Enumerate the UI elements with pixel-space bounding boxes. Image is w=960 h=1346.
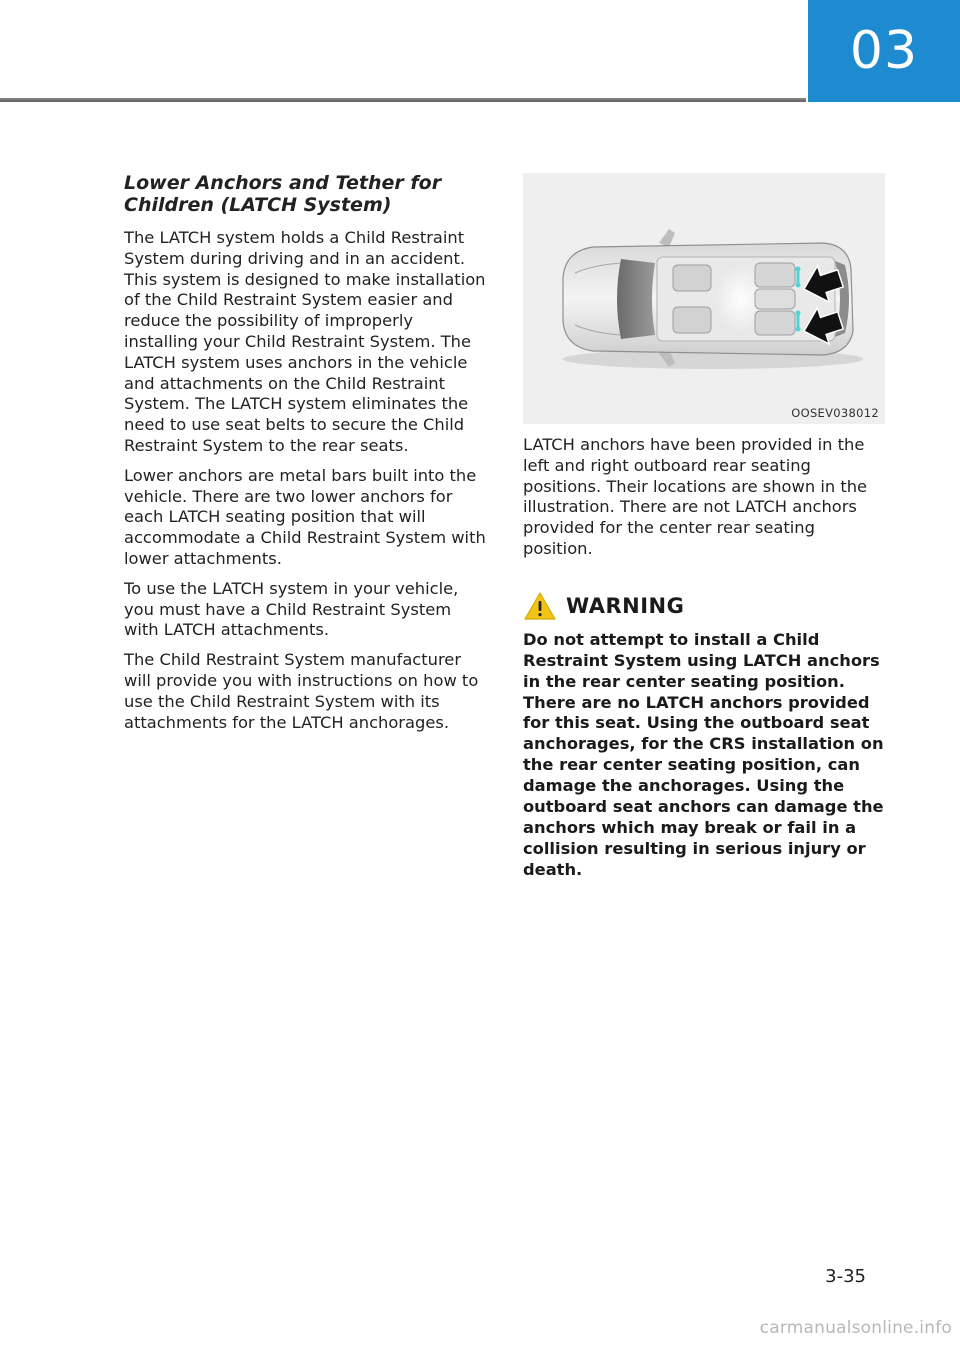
- warning-triangle-icon: [523, 591, 557, 621]
- rear-seat-center: [755, 289, 795, 309]
- front-seat: [673, 265, 711, 291]
- body-paragraph: The LATCH system holds a Child Restraint System during driving and in an accident. This system is designed to make installation of the Child Restraint System easier and reduce the possibility of improperly installing your Child Restraint System. The LATCH system uses anchors in the vehicle and attachments on the Child Restraint System. The LATCH system eliminates the need to use seat belts to secure the Child Restraint System to the rear seats.: [124, 228, 486, 455]
- anchor-point: [796, 283, 801, 288]
- latch-illustration: [523, 173, 885, 424]
- body-paragraph: To use the LATCH system in your vehicle, you must have a Child Restraint System with LATCH attachments.: [124, 578, 459, 640]
- body-paragraph: LATCH anchors have been provided in the left and right outboard rear seating positions. Their locations are shown in the illustration. There are not LATCH anchors provided for the center rear seating position.: [523, 435, 868, 558]
- header-rule: [0, 98, 806, 102]
- front-seat: [673, 307, 711, 333]
- vehicle-topview-illustration: [523, 173, 885, 424]
- section-title: Lower Anchors and Tether for Children (LATCH System): [124, 172, 442, 216]
- page-number: 3-35: [825, 1266, 866, 1287]
- rear-seat-left: [755, 263, 795, 287]
- warning-body: Do not attempt to install a Child Restraint System using LATCH anchors in the rear center seating position. There are no LATCH anchors provided for this seat. Using the outboard seat anchorages, for the CRS installation on the rear center seating position, can damage the anchorages. Using the outboard seat anchors can damage the anchors which may break or fail in a collision resulting in serious injury or death.: [523, 629, 884, 879]
- chapter-tab: [808, 0, 960, 102]
- body-paragraph: The Child Restraint System manufacturer will provide you with instructions on how to use the Child Restraint System with its attachments for the LATCH anchorages.: [124, 650, 479, 732]
- rear-seat-right: [755, 311, 795, 335]
- figure-code: OOSEV038012: [791, 406, 879, 420]
- mirror-left: [659, 229, 675, 247]
- warning-header: [523, 590, 885, 622]
- warning-title: WARNING: [566, 593, 685, 618]
- anchor-point: [796, 267, 801, 272]
- windshield: [617, 259, 655, 339]
- anchor-point: [796, 311, 801, 316]
- anchor-point: [796, 327, 801, 332]
- right-column: [523, 173, 885, 881]
- body-paragraph: Lower anchors are metal bars built into the vehicle. There are two lower anchors for each LATCH seating position that will accommodate a Child Restraint System with lower attachments.: [124, 465, 486, 568]
- watermark: carmanualsonline.info: [759, 1318, 952, 1338]
- chapter-number: 03: [849, 21, 919, 81]
- left-column: [124, 172, 488, 742]
